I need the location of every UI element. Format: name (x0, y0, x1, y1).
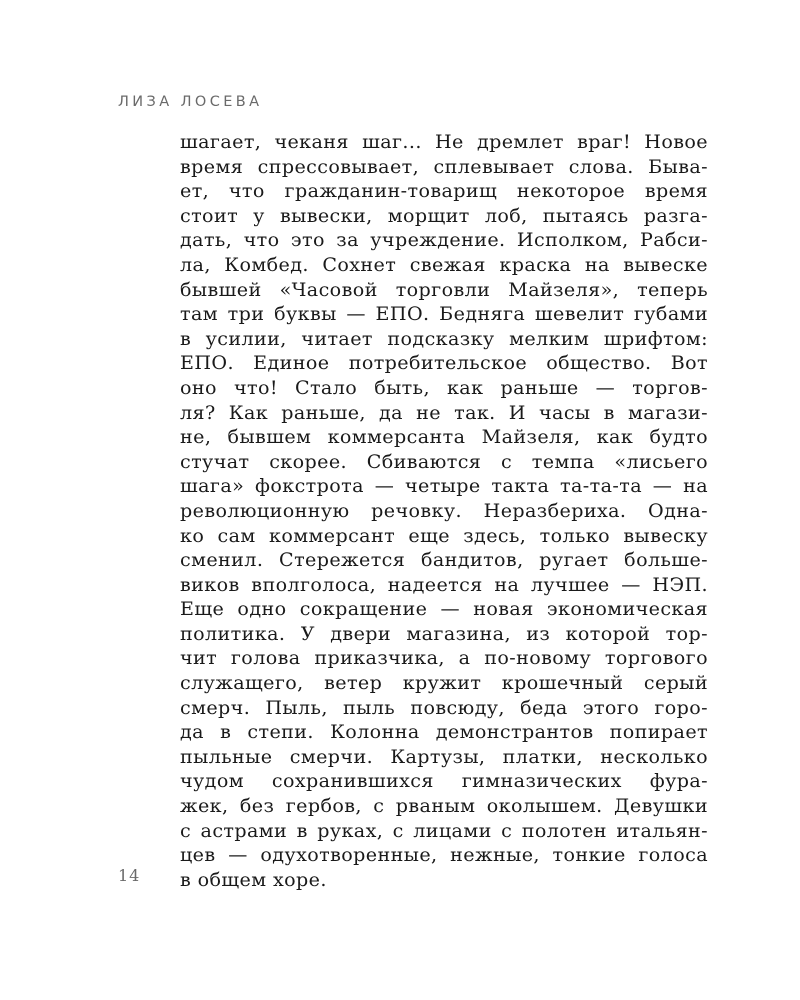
text-line: Еще одно сокращение — новая экономическая (180, 597, 708, 621)
text-line: ко сам коммерсант еще здесь, только вывеску (180, 523, 708, 547)
text-line: да в степи. Колонна демонстрантов попирает (180, 720, 708, 744)
text-line: стучат скорее. Сбиваются с темпа «лисьего (180, 449, 708, 473)
text-line: сменил. Стережется бандитов, ругает больше- (180, 548, 708, 572)
text-line: дать, что это за учреждение. Исполком, Рабси- (180, 228, 708, 252)
text-line: ет, что гражданин-товарищ некоторое время (180, 179, 708, 203)
text-line: пыльные смерчи. Картузы, платки, несколько (180, 744, 708, 768)
text-line: оно что! Стало быть, как раньше — торгов- (180, 375, 708, 399)
text-line: чит голова приказчика, а по-новому торгового (180, 646, 708, 670)
text-line: смерч. Пыль, пыль повсюду, беда этого горо- (180, 695, 708, 719)
text-line: жек, без гербов, с рваным околышем. Девушки (180, 794, 708, 818)
text-line: в общем хоре. (180, 867, 327, 891)
text-line: ла, Комбед. Сохнет свежая краска на вывеске (180, 252, 708, 276)
text-line: ЕПО. Единое потребительское общество. Вот (180, 351, 708, 375)
running-head: ЛИЗА ЛОСЕВА (118, 94, 263, 110)
text-line: в усилии, читает подсказку мелким шрифтом: (180, 326, 708, 350)
text-line: не, бывшем коммерсанта Майзеля, как будто (180, 425, 708, 449)
text-line: бывшей «Часовой торговли Майзеля», теперь (180, 277, 708, 301)
page-number: 14 (118, 866, 141, 885)
text-line: время спрессовывает, сплевывает слова. Быва- (180, 154, 708, 178)
text-line: там три буквы — ЕПО. Бедняга шевелит губами (180, 302, 708, 326)
text-line: виков вполголоса, надеется на лучшее — НЭП. (180, 572, 708, 596)
text-line: служащего, ветер кружит крошечный серый (180, 671, 708, 695)
body-text (180, 130, 708, 892)
text-line: политика. У двери магазина, из которой тор- (180, 621, 708, 645)
text-line: чудом сохранившихся гимназических фура- (180, 769, 708, 793)
text-line: революционную речовку. Неразбериха. Однa- (180, 498, 708, 522)
text-line: стоит у вывески, морщит лоб, пытаясь разга- (180, 203, 708, 227)
text-line: цев — одухотворенные, нежные, тонкие голоса (180, 843, 708, 867)
text-line: с астрами в руках, с лицами с полотен итальян- (180, 818, 708, 842)
text-line: шага» фокстрота — четыре такта та-та-та — на (180, 474, 708, 498)
text-line: ля? Как раньше, да не так. И часы в магази- (180, 400, 708, 424)
text-line: шагает, чеканя шаг... Не дремлет враг! Новое (180, 130, 708, 153)
